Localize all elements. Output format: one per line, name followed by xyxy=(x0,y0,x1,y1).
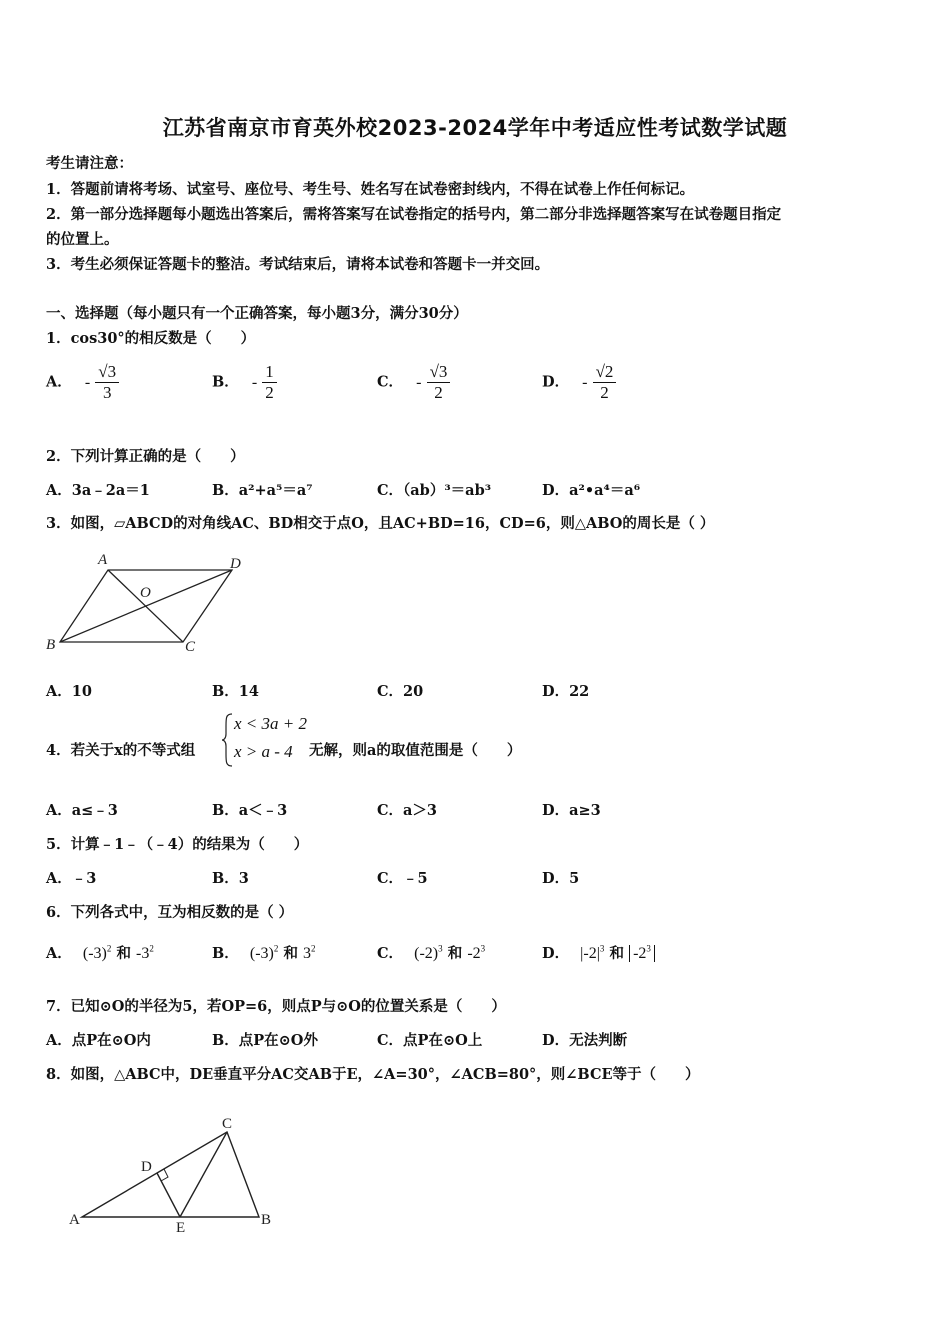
question-3-option-c: C．20 xyxy=(377,683,424,700)
option-label: C． xyxy=(377,945,404,962)
right-base: -3 xyxy=(136,945,150,962)
option-label: D． xyxy=(542,373,570,391)
question-7-option-a: A．点P在⊙O内 xyxy=(46,1032,151,1049)
and-word: 和 xyxy=(283,945,298,962)
triangle-abc xyxy=(82,1132,259,1217)
left-exponent: 2 xyxy=(106,943,112,954)
question-4-option-a: A．a≤﹣3 xyxy=(46,802,118,819)
right-exponent: 3 xyxy=(646,943,651,954)
fraction xyxy=(427,362,451,402)
right-base: -2 xyxy=(633,945,647,962)
minus-sign: - xyxy=(582,373,588,391)
question-3-stem: 3．如图，▱ABCD的对角线AC、BD相交于点O，且AC+BD=16，CD=6，则△ABO的周长是（ ） xyxy=(46,515,715,532)
label-a: A xyxy=(69,1212,80,1228)
question-7-stem: 7．已知⊙O的半径为5，若OP=6，则点P与⊙O的位置关系是（ ） xyxy=(46,998,506,1015)
section-heading: 一、选择题（每小题只有一个正确答案，每小题3分，满分30分） xyxy=(46,305,468,322)
left-expr xyxy=(580,945,604,962)
question-4-stem-post: 无解，则a的取值范围是（ ） xyxy=(309,742,522,759)
denominator: 2 xyxy=(600,382,609,402)
label-b: B xyxy=(46,637,56,653)
question-7-option-b: B．点P在⊙O外 xyxy=(212,1032,318,1049)
and-word: 和 xyxy=(116,945,131,962)
question-6-option-c xyxy=(377,942,485,963)
inequality-line-2: x > a - 4 xyxy=(234,742,293,761)
notice-item-3: 3．考生必须保证答题卡的整洁。考试结束后，请将本试卷和答题卡一并交回。 xyxy=(46,256,550,273)
label-e: E xyxy=(176,1220,186,1236)
numerator: 1 xyxy=(262,362,277,383)
question-2-option-d: D．a²•a⁴＝a⁶ xyxy=(542,482,641,499)
label-c: C xyxy=(185,639,196,655)
question-3-option-b: B．14 xyxy=(212,683,259,700)
question-7-option-d: D．无法判断 xyxy=(542,1032,628,1049)
denominator: 2 xyxy=(434,382,443,402)
question-1-option-b xyxy=(212,362,277,402)
question-5-option-c: C．﹣5 xyxy=(377,870,428,887)
option-label: B． xyxy=(212,945,239,962)
left-base: |-2| xyxy=(580,945,600,962)
question-2-stem: 2．下列计算正确的是（ ） xyxy=(46,448,245,465)
left-exponent: 2 xyxy=(273,943,279,954)
question-4-option-d: D．a≥3 xyxy=(542,802,601,819)
question-2-option-a: A．3a﹣2a＝1 xyxy=(46,482,150,499)
segment-ce xyxy=(180,1132,227,1217)
question-2-option-b: B．a²+a⁵＝a⁷ xyxy=(212,482,313,499)
fraction xyxy=(262,362,277,402)
label-c: C xyxy=(222,1116,233,1132)
question-1-option-a xyxy=(46,362,119,402)
option-label: B． xyxy=(212,373,239,391)
left-expr xyxy=(414,945,442,962)
and-word: 和 xyxy=(609,945,624,962)
segment-de xyxy=(157,1173,180,1217)
left-expr xyxy=(83,945,111,962)
question-6-stem: 6．下列各式中，互为相反数的是（ ） xyxy=(46,904,294,921)
question-5-option-a: A．﹣3 xyxy=(46,870,97,887)
label-d: D xyxy=(230,556,241,572)
numerator: √3 xyxy=(427,362,451,383)
question-2-option-c: C．（ab）³＝ab³ xyxy=(377,482,492,499)
right-expr xyxy=(467,945,485,962)
option-label: C． xyxy=(377,373,404,391)
notice-heading: 考生请注意： xyxy=(46,155,133,172)
triangle-figure xyxy=(60,1108,290,1243)
option-label: D． xyxy=(542,945,570,962)
question-7-option-c: C．点P在⊙O上 xyxy=(377,1032,483,1049)
inequality-line-1: x < 3a + 2 xyxy=(234,714,307,733)
question-3-option-d: D．22 xyxy=(542,683,590,700)
right-exponent: 2 xyxy=(311,943,316,954)
page-title: 江苏省南京市育英外校2023-2024学年中考适应性考试数学试题 xyxy=(162,116,788,140)
minus-sign: - xyxy=(416,373,422,391)
diagonal-bd xyxy=(60,570,232,642)
option-label: A． xyxy=(46,945,72,962)
right-expr xyxy=(136,945,154,962)
notice-item-2-cont: 的位置上。 xyxy=(46,231,119,248)
left-exponent: 3 xyxy=(438,943,443,954)
left-base: (-3) xyxy=(249,945,274,962)
question-8-stem: 8．如图，△ABC中，DE垂直平分AC交AB于E，∠A=30°，∠ACB=80°，则∠BCE等于（ ） xyxy=(46,1066,700,1083)
question-3-option-a: A．10 xyxy=(46,683,92,700)
question-5-option-b: B．3 xyxy=(212,870,249,887)
label-a: A xyxy=(98,552,108,568)
question-6-option-b xyxy=(212,942,316,963)
minus-sign: - xyxy=(84,373,91,391)
question-1-stem: 1．cos30°的相反数是（ ） xyxy=(46,330,256,347)
numerator: √3 xyxy=(95,362,119,383)
question-6-option-a xyxy=(46,942,154,963)
right-exponent: 3 xyxy=(480,943,486,954)
fraction xyxy=(95,362,119,402)
fraction xyxy=(593,362,617,402)
brace-icon xyxy=(220,712,234,768)
denominator: 3 xyxy=(102,382,112,402)
left-base: (-2) xyxy=(414,945,439,962)
right-base: 3 xyxy=(303,945,312,962)
left-base: (-3) xyxy=(82,945,107,962)
question-6-option-d xyxy=(542,942,655,963)
notice-item-1: 1．答题前请将考场、试室号、座位号、考生号、姓名写在试卷密封线内，不得在试卷上作任何标记。 xyxy=(46,181,695,198)
question-5-stem: 5．计算﹣1﹣（﹣4）的结果为（ ） xyxy=(46,836,309,853)
left-exponent: 3 xyxy=(599,943,605,954)
right-exponent: 2 xyxy=(149,943,154,954)
denominator: 2 xyxy=(265,382,274,402)
minus-sign: - xyxy=(251,373,258,391)
and-word: 和 xyxy=(447,945,463,962)
question-5-option-d: D．5 xyxy=(542,870,580,887)
right-base: -2 xyxy=(467,945,481,962)
left-expr xyxy=(250,945,278,962)
question-4-stem-pre: 4．若关于x的不等式组 xyxy=(46,742,196,759)
question-4-option-c: C．a＞3 xyxy=(377,802,438,819)
question-4-option-b: B．a＜﹣3 xyxy=(212,802,288,819)
question-1-option-d xyxy=(542,362,616,402)
notice-item-2: 2．第一部分选择题每小题选出答案后，需将答案写在试卷指定的括号内，第二部分非选择题答案写在试卷题目指定 xyxy=(46,206,782,223)
right-expr xyxy=(303,945,316,962)
question-1-option-c xyxy=(377,362,450,402)
numerator: √2 xyxy=(593,362,617,383)
label-o: O xyxy=(140,585,151,601)
parallelogram-figure xyxy=(40,548,260,658)
right-expr xyxy=(629,945,655,962)
option-label: A． xyxy=(46,373,72,391)
label-b: B xyxy=(261,1212,272,1228)
label-d: D xyxy=(141,1159,152,1175)
